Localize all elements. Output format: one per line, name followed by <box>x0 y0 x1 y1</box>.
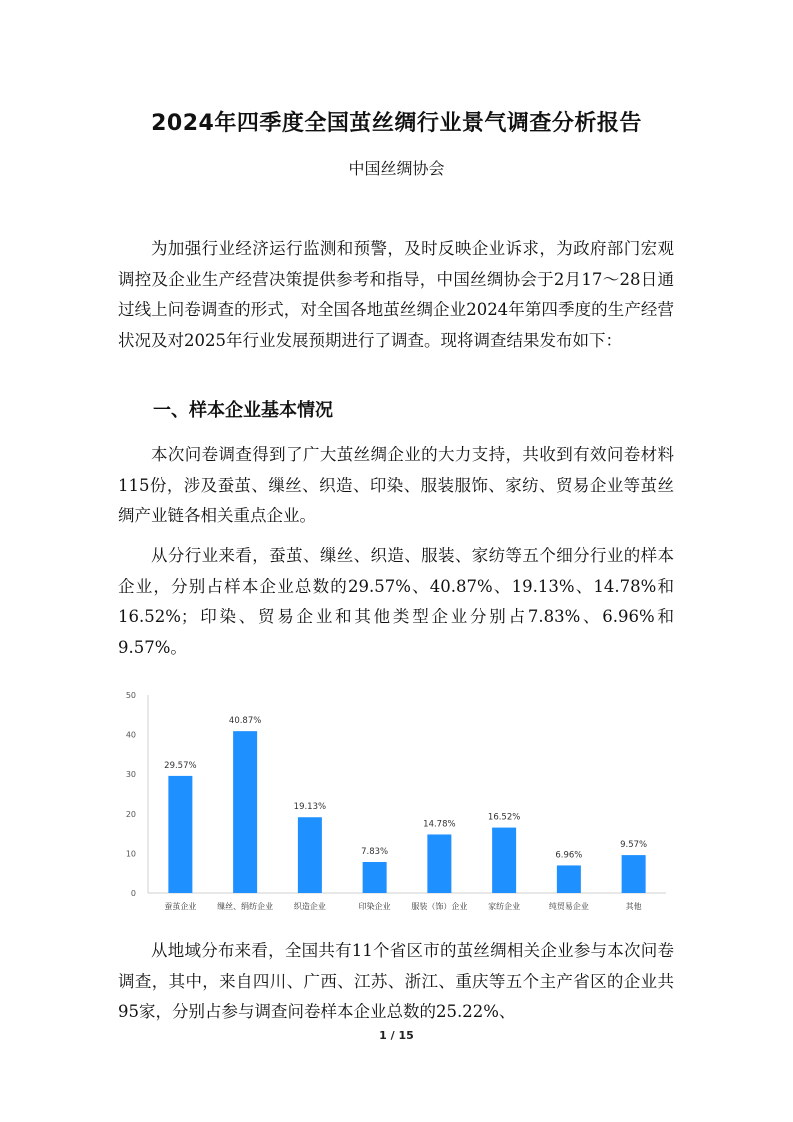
data-label: 9.57% <box>620 840 648 851</box>
industry-bar-chart <box>112 683 682 918</box>
data-label: 6.96% <box>555 850 583 861</box>
y-tick-label: 10 <box>125 849 136 859</box>
document-title: 2024年四季度全国茧丝绸行业景气调查分析报告 <box>151 111 642 136</box>
section-heading: 一、样本企业基本情况 <box>153 400 333 421</box>
y-tick-label: 0 <box>130 889 136 898</box>
data-label: 7.83% <box>361 846 389 857</box>
bar <box>233 731 257 893</box>
sample-paragraph: 本次问卷调查得到了广大茧丝绸企业的大力支持，共收到有效问卷材料115份，涉及蚕茧、缫丝、织造、印染、服装服饰、家纺、贸易企业等茧丝绸产业链各相关重点企业。 <box>118 445 674 525</box>
bar <box>363 862 387 893</box>
y-tick-label: 30 <box>125 770 136 780</box>
region-paragraph: 从地域分布来看，全国共有11个省区市的茧丝绸相关企业参与本次问卷调查，其中，来自四川、广西、江苏、浙江、重庆等五个主产省区的企业共95家，分别占参与调查问卷样本企业总数的25.22%、 <box>118 941 674 1021</box>
document-author: 中国丝绸协会 <box>348 159 445 178</box>
x-tick-label: 印染企业 <box>358 902 391 911</box>
x-tick-label: 其他 <box>625 902 642 911</box>
x-tick-label: 纯贸易企业 <box>548 902 589 911</box>
x-tick-label: 缫丝、绢纺企业 <box>217 902 274 911</box>
y-tick-label: 20 <box>125 809 136 819</box>
x-tick-label: 家纺企业 <box>488 902 521 911</box>
bar <box>298 817 322 893</box>
bar <box>557 865 581 893</box>
bar <box>427 834 451 893</box>
data-label: 19.13% <box>293 802 327 813</box>
page-number: 1 / 15 <box>379 1029 414 1042</box>
y-tick-label: 50 <box>125 691 136 700</box>
bar <box>622 855 646 893</box>
x-tick-label: 蚕茧企业 <box>164 902 197 911</box>
industry-paragraph: 从分行业来看，蚕茧、缫丝、织造、服装、家纺等五个细分行业的样本企业，分别占样本企业总数的29.57%、40.87%、19.13%、14.78%和16.52%；印染、贸易企业和其他类型企业分别占7.83%、6.96%和9.57%。 <box>118 546 674 657</box>
data-label: 29.57% <box>164 760 197 771</box>
data-label: 14.78% <box>423 819 456 830</box>
bar <box>492 828 516 893</box>
y-tick-label: 40 <box>125 730 136 740</box>
bar <box>168 776 192 893</box>
data-label: 40.87% <box>228 716 262 727</box>
x-tick-label: 服装（饰）企业 <box>411 902 468 911</box>
data-label: 16.52% <box>487 812 521 823</box>
intro-paragraph: 为加强行业经济运行监测和预警，及时反映企业诉求，为政府部门宏观调控及企业生产经营决策提供参考和指导，中国丝绸协会于2月17～28日通过线上问卷调查的形式，对全国各地茧丝绸企业2024年第四季度的生产经营状况及对2025年行业发展预期进行了调查。现将调查结果发布如下： <box>118 239 674 350</box>
x-tick-label: 织造企业 <box>293 902 326 911</box>
